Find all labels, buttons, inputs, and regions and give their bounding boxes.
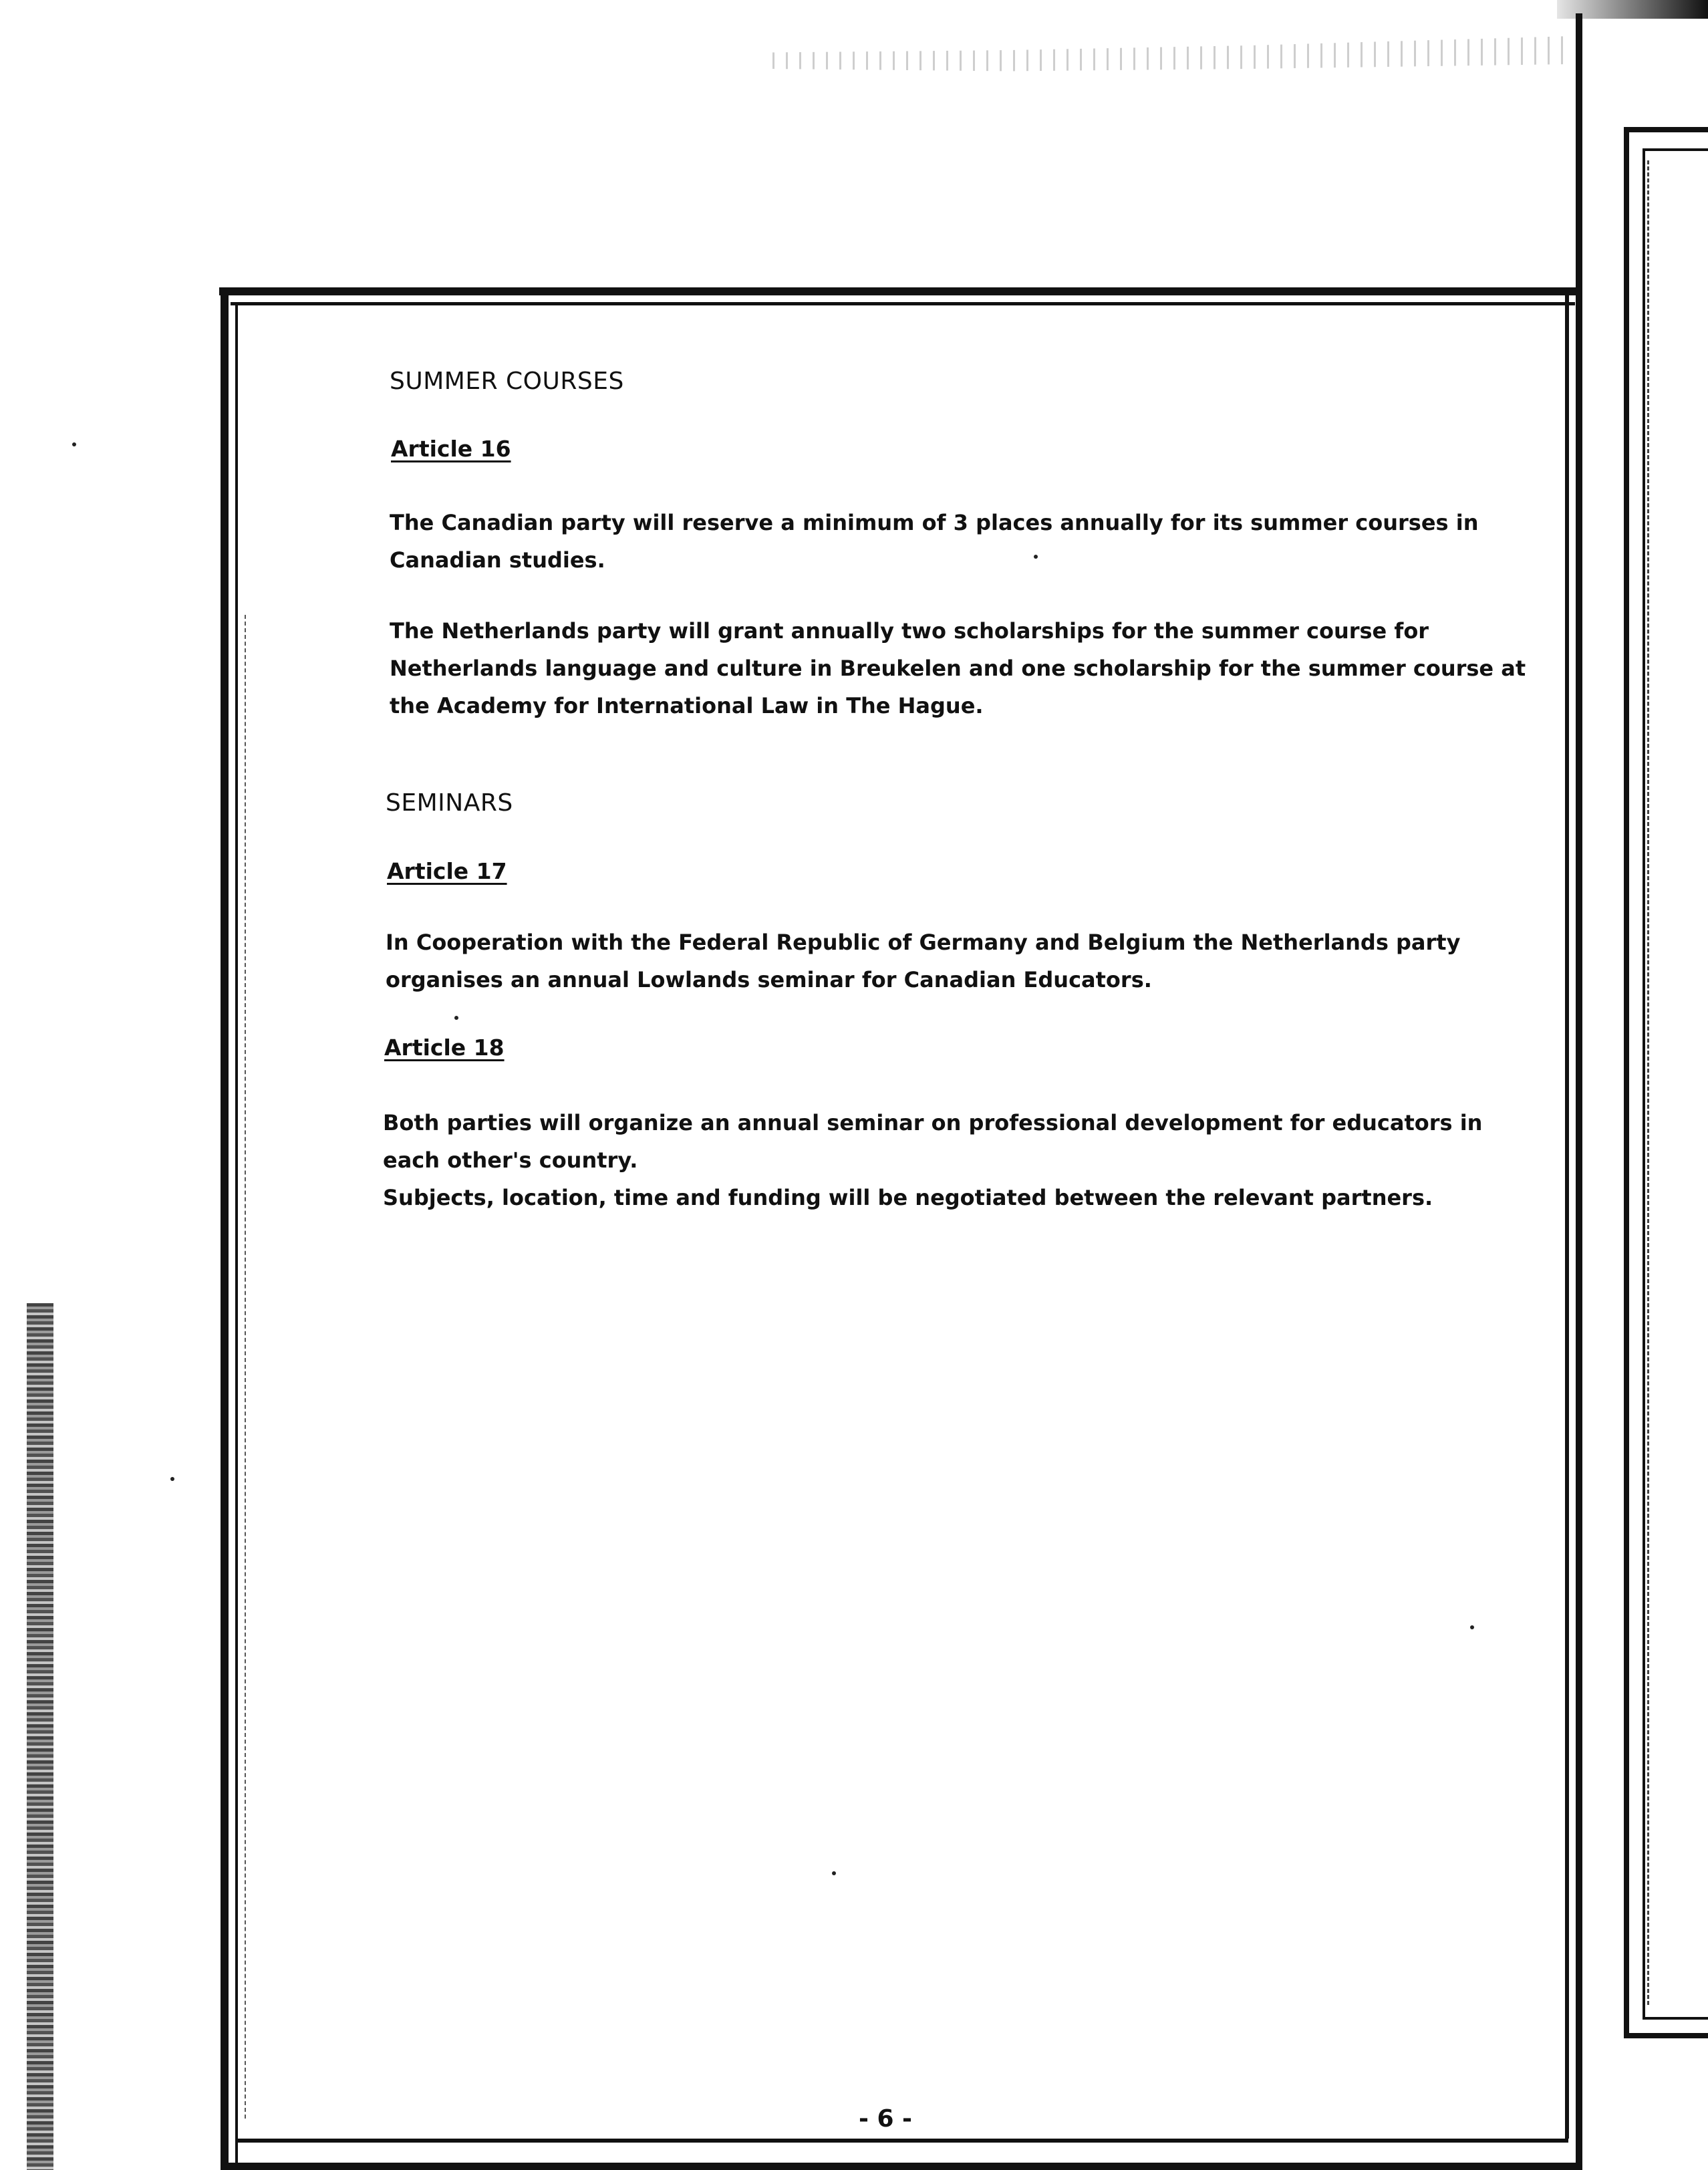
next-page-frame-inner xyxy=(1643,148,1708,2020)
frame-bottom-inner-border xyxy=(235,2139,1568,2143)
next-page-dashed-rule xyxy=(1647,160,1649,2005)
article-16-title: Article 16 xyxy=(391,436,511,462)
article-16-paragraph-2 xyxy=(390,612,1659,724)
paragraph-line: Both parties will organize an annual seminar on professional development for educators in xyxy=(383,1110,1483,1135)
paragraph-line: In Cooperation with the Federal Republic of Germany and Belgium the Netherlands party xyxy=(386,930,1461,955)
paragraph-line: The Netherlands party will grant annually two scholarships for the summer course for xyxy=(390,618,1429,644)
paragraph-line: organises an annual Lowlands seminar for Canadian Educators. xyxy=(386,967,1152,992)
paragraph-line: Canadian studies. xyxy=(390,547,605,573)
section-heading-seminars: SEMINARS xyxy=(386,789,513,817)
frame-dashed-rule xyxy=(245,615,246,2119)
frame-top-inner-border xyxy=(231,302,1575,305)
scan-speck xyxy=(454,1016,458,1020)
article-17-paragraph xyxy=(386,924,1655,998)
page-number: - 6 - xyxy=(859,2105,912,2133)
article-16-paragraph-1 xyxy=(390,504,1659,579)
paragraph-line: Netherlands language and culture in Breukelen and one scholarship for the summer course at xyxy=(390,656,1526,681)
scan-speck xyxy=(170,1477,174,1481)
frame-top-border xyxy=(219,287,1577,295)
scan-speck xyxy=(1470,1625,1474,1629)
article-17-title: Article 17 xyxy=(387,858,507,884)
paragraph-line: The Canadian party will reserve a minimum of 3 places annually for its summer courses in xyxy=(390,510,1479,535)
scan-speck xyxy=(1034,555,1038,559)
scan-noise-top xyxy=(768,27,1570,74)
paragraph-line: Subjects, location, time and funding will be negotiated between the relevant partners. xyxy=(383,1185,1433,1210)
article-18-paragraph xyxy=(383,1104,1653,1216)
frame-left-border xyxy=(221,287,229,2170)
scan-speck xyxy=(832,1871,836,1875)
scan-speck xyxy=(72,442,76,446)
frame-left-inner-border xyxy=(235,304,238,2169)
left-binding-edge xyxy=(27,1303,53,2170)
frame-bottom-border xyxy=(221,2163,1577,2170)
paragraph-line: the Academy for International Law in The Hague. xyxy=(390,693,984,718)
section-heading-summer-courses: SUMMER COURSES xyxy=(390,368,624,395)
article-18-title: Article 18 xyxy=(384,1035,505,1061)
right-page-edge xyxy=(1576,13,1582,2170)
paragraph-line: each other's country. xyxy=(383,1147,638,1173)
